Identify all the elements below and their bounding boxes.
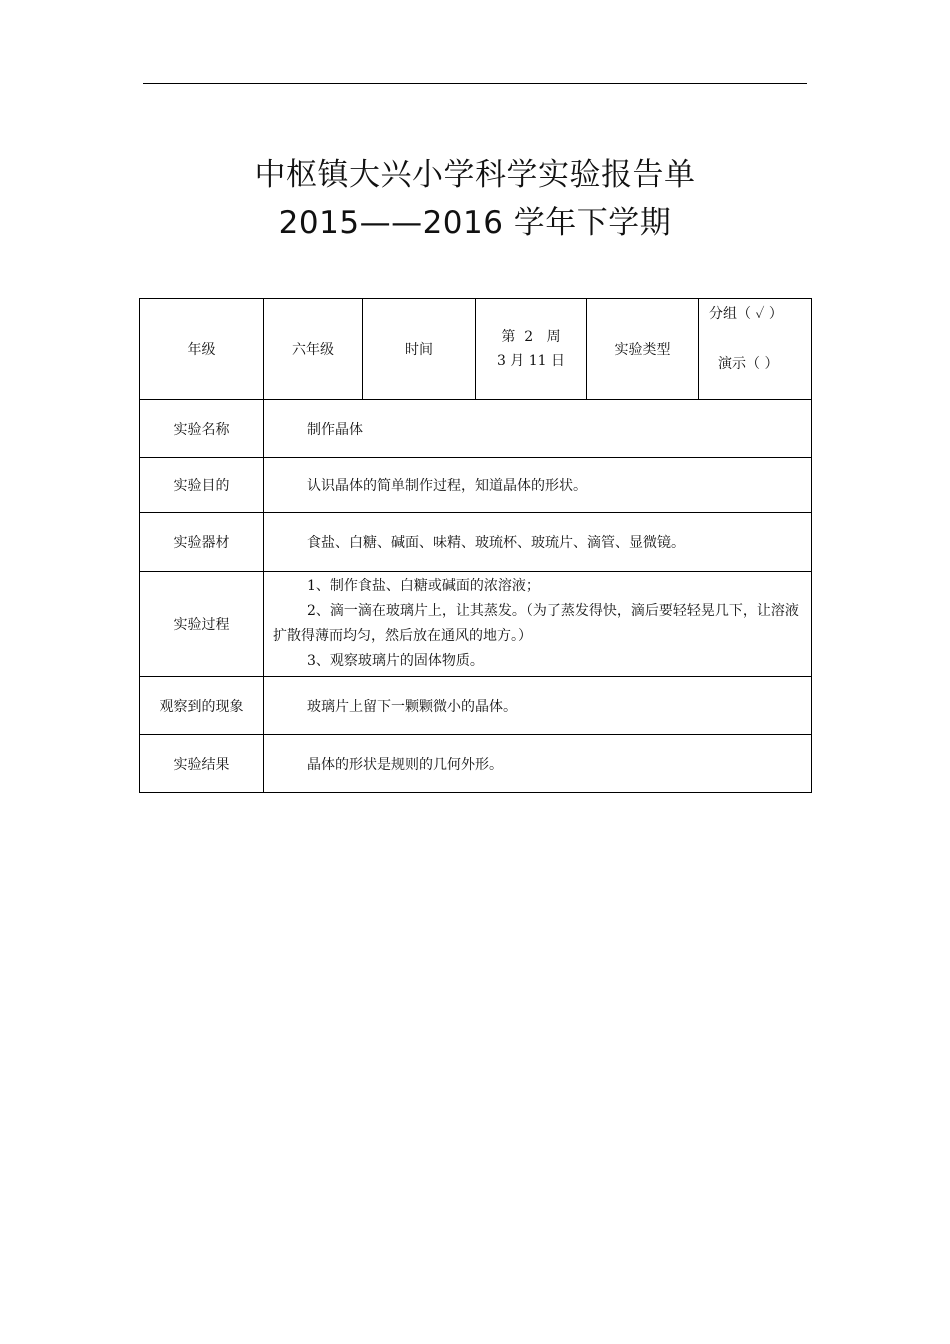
row-label: 观察到的现象: [140, 677, 264, 735]
report-subtitle: 2015——2016 学年下学期: [278, 205, 672, 241]
type-options: [699, 299, 812, 400]
time-label: 时间: [363, 299, 476, 400]
table-row: [140, 677, 812, 735]
type-label: 实验类型: [587, 299, 699, 400]
row-value: 晶体的形状是规则的几何外形。: [264, 735, 812, 793]
row-label: 实验名称: [140, 400, 264, 458]
process-step: 1、制作食盐、白糖或碱面的浓溶液；: [307, 578, 540, 594]
process-step: 3、观察玻璃片的固体物质。: [307, 653, 484, 669]
header-row: [140, 299, 812, 400]
header-rule: [143, 83, 807, 84]
row-label: 实验目的: [140, 458, 264, 513]
row-value: 认识晶体的简单制作过程，知道晶体的形状。: [264, 458, 812, 513]
process-steps: [264, 572, 812, 677]
table-row: [140, 513, 812, 572]
report-table: [139, 298, 812, 793]
row-value: 玻璃片上留下一颗颗微小的晶体。: [264, 677, 812, 735]
row-value: 食盐、白糖、碱面、味精、玻琉杯、玻琉片、滴管、显微镜。: [264, 513, 812, 572]
row-value: 制作晶体: [264, 400, 812, 458]
week-text: 第 2 周: [501, 329, 561, 345]
type-group-option: 分组（ ✓ ）: [709, 306, 783, 322]
table-row: [140, 735, 812, 793]
table-row: [140, 400, 812, 458]
row-label: 实验结果: [140, 735, 264, 793]
time-value: [476, 299, 587, 400]
grade-value: 六年级: [264, 299, 363, 400]
process-row: [140, 572, 812, 677]
report-title: 中枢镇大兴小学科学实验报告单: [254, 157, 696, 193]
process-label: 实验过程: [140, 572, 264, 677]
table-row: [140, 458, 812, 513]
row-label: 实验器材: [140, 513, 264, 572]
type-demo-option: 演示（ ）: [718, 356, 779, 372]
date-text: 3 月 11 日: [496, 353, 566, 369]
grade-label: 年级: [140, 299, 264, 400]
process-step: 2、滴一滴在玻璃片上，让其蒸发。（为了蒸发得快，滴后要轻轻晃几下，让溶液扩散得薄而均匀，然后放在通风的地方。）: [273, 603, 799, 644]
